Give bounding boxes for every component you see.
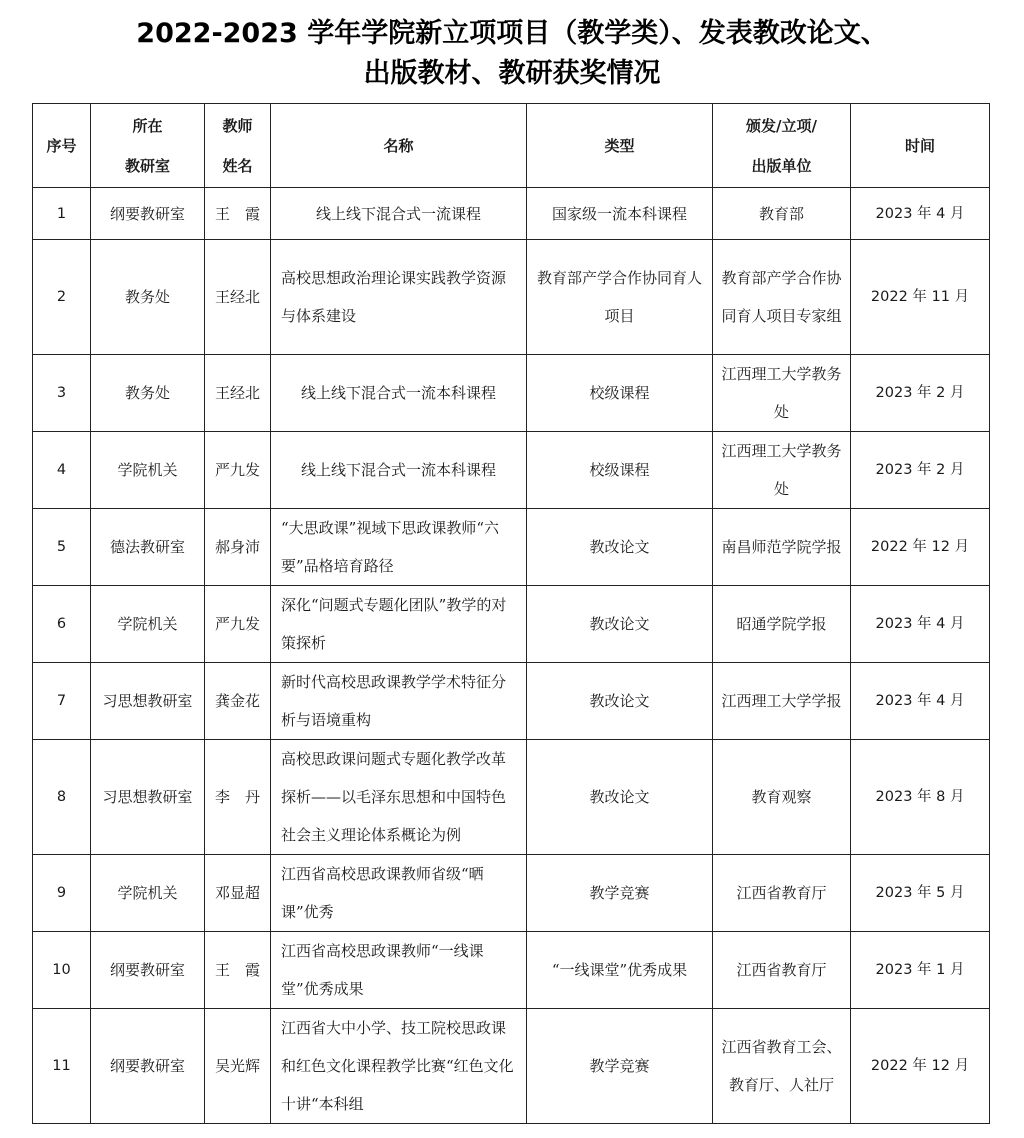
cell-index: 3	[33, 355, 91, 432]
title-line-2: 出版教材、教研获奖情况	[363, 58, 661, 89]
cell-name: 新时代高校思政课教学学术特征分析与语境重构	[271, 663, 527, 740]
table-row	[33, 240, 990, 355]
table-row	[33, 355, 990, 432]
cell-office: 习思想教研室	[91, 663, 205, 740]
table-row	[33, 509, 990, 586]
cell-office: 纲要教研室	[91, 932, 205, 1009]
header-name: 名称	[271, 104, 527, 188]
table-row	[33, 1009, 990, 1124]
cell-time: 2023 年 4 月	[851, 663, 990, 740]
cell-name: 江西省高校思政课教师省级“晒课”优秀	[271, 855, 527, 932]
cell-office: 学院机关	[91, 586, 205, 663]
cell-issuer: 教育观察	[713, 740, 851, 855]
cell-teacher: 王经北	[205, 240, 271, 355]
cell-name: 高校思想政治理论课实践教学资源与体系建设	[271, 240, 527, 355]
table-row	[33, 855, 990, 932]
cell-type: 校级课程	[527, 432, 713, 509]
cell-issuer: 昭通学院学报	[713, 586, 851, 663]
cell-issuer: 江西理工大学学报	[713, 663, 851, 740]
cell-office: 教务处	[91, 240, 205, 355]
header-teacher-line1: 教师	[222, 116, 253, 135]
cell-type: 教改论文	[527, 509, 713, 586]
cell-type: 教改论文	[527, 740, 713, 855]
cell-issuer: 江西省教育厅	[713, 855, 851, 932]
cell-index: 9	[33, 855, 91, 932]
cell-type: 教学竞赛	[527, 1009, 713, 1124]
cell-teacher: 郝身沛	[205, 509, 271, 586]
cell-name: 江西省高校思政课教师“一线课堂”优秀成果	[271, 932, 527, 1009]
cell-time: 2023 年 1 月	[851, 932, 990, 1009]
cell-time: 2023 年 4 月	[851, 586, 990, 663]
table-row	[33, 586, 990, 663]
cell-teacher: 邓显超	[205, 855, 271, 932]
header-office-line2: 教研室	[124, 156, 170, 175]
cell-time: 2022 年 11 月	[851, 240, 990, 355]
header-office	[91, 104, 205, 188]
cell-type: 教学竞赛	[527, 855, 713, 932]
cell-teacher: 龚金花	[205, 663, 271, 740]
cell-type: 教改论文	[527, 663, 713, 740]
cell-type: 教改论文	[527, 586, 713, 663]
cell-office: 教务处	[91, 355, 205, 432]
cell-issuer: 教育部	[713, 188, 851, 240]
header-teacher-line2: 姓名	[222, 156, 253, 175]
header-issuer-line1: 颁发/立项/	[746, 116, 817, 135]
cell-teacher: 王 霞	[205, 188, 271, 240]
header-teacher	[205, 104, 271, 188]
cell-teacher: 王经北	[205, 355, 271, 432]
cell-teacher: 吴光辉	[205, 1009, 271, 1124]
cell-name: 高校思政课问题式专题化教学改革探析——以毛泽东思想和中国特色社会主义理论体系概论为例	[271, 740, 527, 855]
cell-office: 德法教研室	[91, 509, 205, 586]
cell-issuer: 南昌师范学院学报	[713, 509, 851, 586]
cell-issuer: 江西省教育工会、教育厅、人社厅	[713, 1009, 851, 1124]
cell-index: 10	[33, 932, 91, 1009]
cell-name: 线上线下混合式一流课程	[271, 188, 527, 240]
cell-office: 学院机关	[91, 855, 205, 932]
cell-office: 纲要教研室	[91, 188, 205, 240]
cell-teacher: 严九发	[205, 586, 271, 663]
cell-index: 2	[33, 240, 91, 355]
cell-time: 2023 年 2 月	[851, 355, 990, 432]
cell-office: 纲要教研室	[91, 1009, 205, 1124]
cell-type: 国家级一流本科课程	[527, 188, 713, 240]
cell-time: 2023 年 4 月	[851, 188, 990, 240]
header-type: 类型	[527, 104, 713, 188]
cell-name: 江西省大中小学、技工院校思政课和红色文化课程教学比赛“红色文化十讲“本科组	[271, 1009, 527, 1124]
cell-name: 深化“问题式专题化团队”教学的对策探析	[271, 586, 527, 663]
cell-index: 7	[33, 663, 91, 740]
cell-index: 5	[33, 509, 91, 586]
table-row	[33, 663, 990, 740]
cell-name: “大思政课”视域下思政课教师“六要”品格培育路径	[271, 509, 527, 586]
projects-table	[32, 103, 990, 1124]
header-index: 序号	[33, 104, 91, 188]
header-issuer-line2: 出版单位	[751, 156, 812, 175]
table-header-row	[33, 104, 990, 188]
table-row	[33, 188, 990, 240]
cell-type: 校级课程	[527, 355, 713, 432]
document-title	[0, 14, 1024, 94]
cell-issuer: 教育部产学合作协同育人项目专家组	[713, 240, 851, 355]
cell-index: 8	[33, 740, 91, 855]
table-row	[33, 432, 990, 509]
header-issuer	[713, 104, 851, 188]
cell-office: 习思想教研室	[91, 740, 205, 855]
cell-time: 2022 年 12 月	[851, 509, 990, 586]
cell-issuer: 江西理工大学教务处	[713, 355, 851, 432]
cell-index: 1	[33, 188, 91, 240]
cell-office: 学院机关	[91, 432, 205, 509]
cell-issuer: 江西理工大学教务处	[713, 432, 851, 509]
cell-name: 线上线下混合式一流本科课程	[271, 355, 527, 432]
cell-teacher: 王 霞	[205, 932, 271, 1009]
cell-time: 2023 年 2 月	[851, 432, 990, 509]
cell-time: 2023 年 5 月	[851, 855, 990, 932]
cell-teacher: 严九发	[205, 432, 271, 509]
header-office-line1: 所在	[132, 116, 163, 135]
cell-type: 教育部产学合作协同育人项目	[527, 240, 713, 355]
title-line-1: 2022-2023 学年学院新立项项目（教学类）、发表教改论文、	[136, 18, 888, 49]
table-row	[33, 740, 990, 855]
header-time: 时间	[851, 104, 990, 188]
cell-index: 4	[33, 432, 91, 509]
cell-time: 2023 年 8 月	[851, 740, 990, 855]
cell-name: 线上线下混合式一流本科课程	[271, 432, 527, 509]
cell-issuer: 江西省教育厅	[713, 932, 851, 1009]
cell-type: “一线课堂”优秀成果	[527, 932, 713, 1009]
cell-index: 6	[33, 586, 91, 663]
cell-time: 2022 年 12 月	[851, 1009, 990, 1124]
cell-teacher: 李 丹	[205, 740, 271, 855]
cell-index: 11	[33, 1009, 91, 1124]
table-row	[33, 932, 990, 1009]
